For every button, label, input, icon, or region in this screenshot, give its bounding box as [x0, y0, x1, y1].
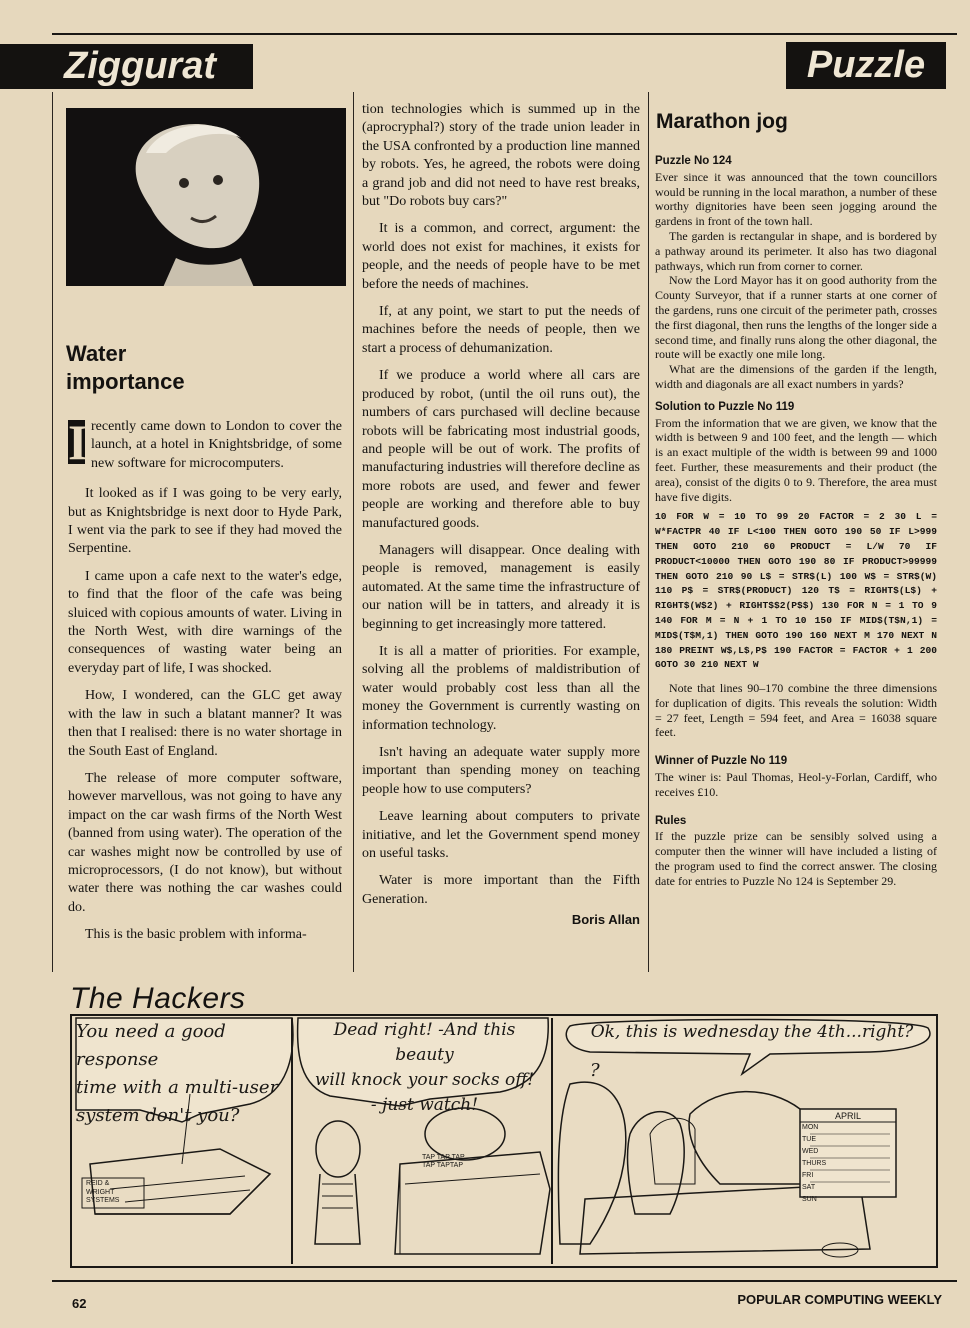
program-listing: 10 FOR W = 10 TO 99 20 FACTOR = 2 30 L = W*FACTPR 40 IF L<100 THEN GOTO 190 50 IF L>999 THEN GOTO 210 60 PRODUCT = L/W 70 IF PRODUCT<10000 THEN GOTO 190 80 IF PRODUCT>99999 THEN GOTO 210 90 L$ = STR$(L) 100 W$ = STR$(W) 110 P$ = STR$(PRODUCT) 120 T$ = RIGHT$(L$) + RIGHT$(W$2) + RIGHT$$2(P$$) 130 FOR N = 1 TO 9 140 FOR M = N + 1 TO 10 150 IF MID$(T$N,1) = MID$(T$M,1) THEN GOTO 190 160 NEXT M 170 NEXT N 180 PREINT W$,L$,P$ 190 FACTOR = FACTOR + 1 200 GOTO 30 210 NEXT W: [655, 511, 937, 671]
calendar: APRIL MON TUE WED THURS FRI SAT SUN: [802, 1110, 894, 1206]
article-column-1: [68, 414, 342, 954]
winner-text: The winer is: Paul Thomas, Heol-y-Forlan, Cardiff, who receives £10.: [655, 770, 937, 799]
puzzle-headline: Marathon jog: [656, 110, 788, 133]
drop-cap: I: [68, 414, 88, 470]
puzzle-paragraph: The garden is rectangular in shape, and is bordered by a pathway around its perimeter. It also has two diagonal pathways, which run from corner to corner.: [655, 228, 937, 273]
article-author: Boris Allan: [571, 912, 640, 928]
article-paragraph: If we produce a world where all cars are produced by robot, (until the oil runs out), the numbers of cars purchased will decline because robots will be fabricating most industrial goods, and people will be out of work. The profits of manufacturing industries will therefore decline as more robots are used, and fewer and fewer people are working and therefore able to buy manufactured goods.: [362, 368, 640, 531]
cartoon-title: The Hackers: [70, 982, 246, 1015]
question-mark: ?: [590, 1060, 600, 1081]
solution-text: From the information that we are given, we know that the width is between 9 and 100 feet, and the length — which is an exact multiple of the width is between 99 and 1000 feet. Further, these measurements and their product (the area), consist of the digits 0 to 9. Therefore, the area must have five digits.: [655, 415, 937, 504]
section-banner-puzzle: Puzzle: [786, 42, 946, 89]
column-divider: [648, 92, 649, 972]
article-paragraph: It looked as if I was going to be very early, but as Knightsbridge is next door to Hyde Park, I went via the park to see if they had moved the Serpentine.: [68, 486, 342, 557]
rules-text: If the puzzle prize can be sensibly solved using a computer then the winner will have included a listing of the program used to find the correct answer. The closing date for entries to Puzzle No 124 is September 29.: [655, 829, 937, 888]
section-banner-ziggurat: Ziggurat: [0, 44, 253, 89]
column-divider: [353, 92, 354, 972]
winner-heading: Winner of Puzzle No 119: [655, 755, 788, 768]
article-paragraph: Water is more important than the Fifth Generation.: [362, 873, 640, 907]
puzzle-paragraph: Ever since it was announced that the town councillors would be running in the local marathon, a number of these worthy dignitories have been seen jogging around the gardens in front of the town hall.: [655, 169, 937, 229]
article-paragraph: The release of more computer software, however marvellous, was not going to have any impact on the car wash firms of the North West (banned from using water). The operation of the car washes might now be controlled by use of microprocessors, (I do not know), but without water there was nothing the car washes could do.: [68, 770, 342, 915]
rules-heading: Rules: [655, 814, 687, 827]
solution-note: Note that lines 90–170 combine the three dimensions for duplication of digits. This reveals the solution: Width = 27 feet, Length = 594 feet, and Area = 16038 square feet.: [655, 681, 937, 740]
page-number: 62: [72, 1296, 87, 1311]
article-paragraph: I recently came down to London to cover the launch, at a hotel in Knightsbridge, of some new software for microcomputers.: [68, 414, 342, 471]
article-headline: Water importance: [66, 341, 185, 394]
article-paragraph: It is all a matter of priorities. For example, solving all the problems of maldistribution of water would probably cost less than all the money the Government is currently wasting on information technology.: [362, 643, 640, 733]
speech-bubble-2: Dead right! -And this beauty will knock your socks off! - just watch!: [314, 1020, 535, 1115]
article-paragraph: Isn't having an adequate water supply more important than spending money on teaching people how to use computers?: [362, 745, 640, 797]
puzzle-number: Puzzle No 124: [655, 155, 732, 167]
article-paragraph: If, at any point, we start to put the needs of machines before the needs of people, then we start a process of dehumanization.: [362, 304, 640, 356]
article-paragraph: How, I wondered, can the GLC get away with the law in such a blatant manner? It was then that I realised: there is no water shortage in the South East of England.: [68, 688, 342, 759]
article-column-2: [362, 101, 640, 930]
puzzle-column: [655, 150, 937, 889]
tap-sounds: TAP TAP TAP TAP TAPTAP: [422, 1154, 465, 1169]
author-photo: [66, 108, 346, 292]
top-rule: [52, 33, 957, 35]
article-paragraph: tion technologies which is summed up in the (aprocryphal?) story of the trade union leader in the USA confronted by a production line manned by robots. Yes, he agreed, the robots were doing a grand job and did not need to have rest breaks, but "Do robots buy cars?": [362, 102, 640, 210]
bottom-rule: [52, 1280, 957, 1282]
puzzle-paragraph: Now the Lord Mayor has it on good authority from the County Surveyor, that if a runner starts at one corner of the gardens, runs one circuit of the perimeter path, crosses the first diagonal, then runs the lengths of the longer side a second time, and finally runs along the other diagonal, the route will be exactly one mile long.: [655, 273, 937, 362]
article-paragraph: Managers will disappear. Once dealing with people is removed, management is easily automated. At the same time the infrastructure of our nation will be in tatters, and already it is beginning to get increasingly more tattered.: [362, 542, 640, 632]
solution-heading: Solution to Puzzle No 119: [655, 400, 795, 413]
speech-bubble-3: Ok, this is wednesday the 4th...right?: [590, 1022, 914, 1042]
magazine-name: POPULAR COMPUTING WEEKLY: [737, 1292, 942, 1307]
calendar-month: APRIL: [834, 1111, 861, 1121]
speech-bubble-1: You need a good response time with a multi-user system don't you?: [76, 1021, 279, 1126]
article-paragraph: This is the basic problem with informa-: [85, 927, 307, 943]
cartoon-strip: [70, 1014, 938, 1268]
box-label: REID & WRIGHT SYSTEMS: [86, 1180, 120, 1204]
article-paragraph: Leave learning about computers to private initiative, and let the Government spend money on useful tasks.: [362, 809, 640, 862]
puzzle-paragraph: What are the dimensions of the garden if the length, width and diagonals are all exact numbers in yards?: [655, 362, 937, 391]
article-paragraph: I came upon a cafe next to the water's edge, to find that the floor of the cafe was being sluiced with copious amounts of water. Living in the North West, with dire warnings of the consequences of wasting water being an everyday part of life, I was shocked.: [68, 568, 342, 676]
article-paragraph: It is a common, and correct, argument: the world does not exist for machines, it exists for people, and the needs of people have to be met before the needs of machines.: [362, 221, 640, 292]
column-divider: [52, 92, 53, 972]
